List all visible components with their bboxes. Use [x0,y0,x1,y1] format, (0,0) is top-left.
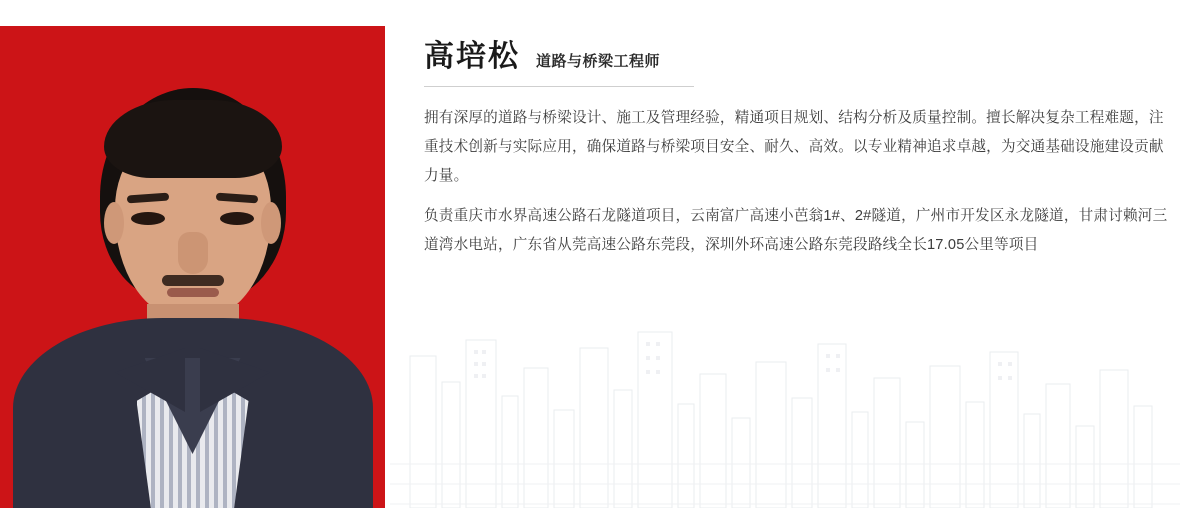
portrait-mouth [167,288,219,297]
portrait-photo [0,26,385,508]
name-row [424,42,660,72]
portrait-eye-left [131,212,165,225]
portrait-image [0,26,385,508]
profile-content [424,0,1180,508]
portrait-eye-right [220,212,254,225]
bio-paragraph: 拥有深厚的道路与桥梁设计、施工及管理经验，精通项目规划、结构分析及质量控制。擅长解决复杂工程难题，注重技术创新与实际应用，确保道路与桥梁项目安全、耐久、高效。以专业精神追求卓越，为交通基础设施建设贡献力量。 [424,110,1164,184]
person-name: 高培松 [424,40,520,73]
portrait-fringe [104,100,282,178]
portrait-mustache [162,275,224,286]
heading-divider [424,86,694,87]
projects-paragraph: 负责重庆市水界高速公路石龙隧道项目，云南富广高速小芭翁1#、2#隧道，广州市开发区永龙隧道，甘肃讨赖河三道湾水电站，广东省从莞高速公路东莞段，深圳外环高速公路东莞段路线全长17.05公里等项目 [424,208,1168,253]
portrait-nose [178,232,208,274]
portrait-ear-right [261,202,281,244]
portrait-ear-left [104,202,124,244]
person-role: 道路与桥梁工程师 [536,53,661,70]
